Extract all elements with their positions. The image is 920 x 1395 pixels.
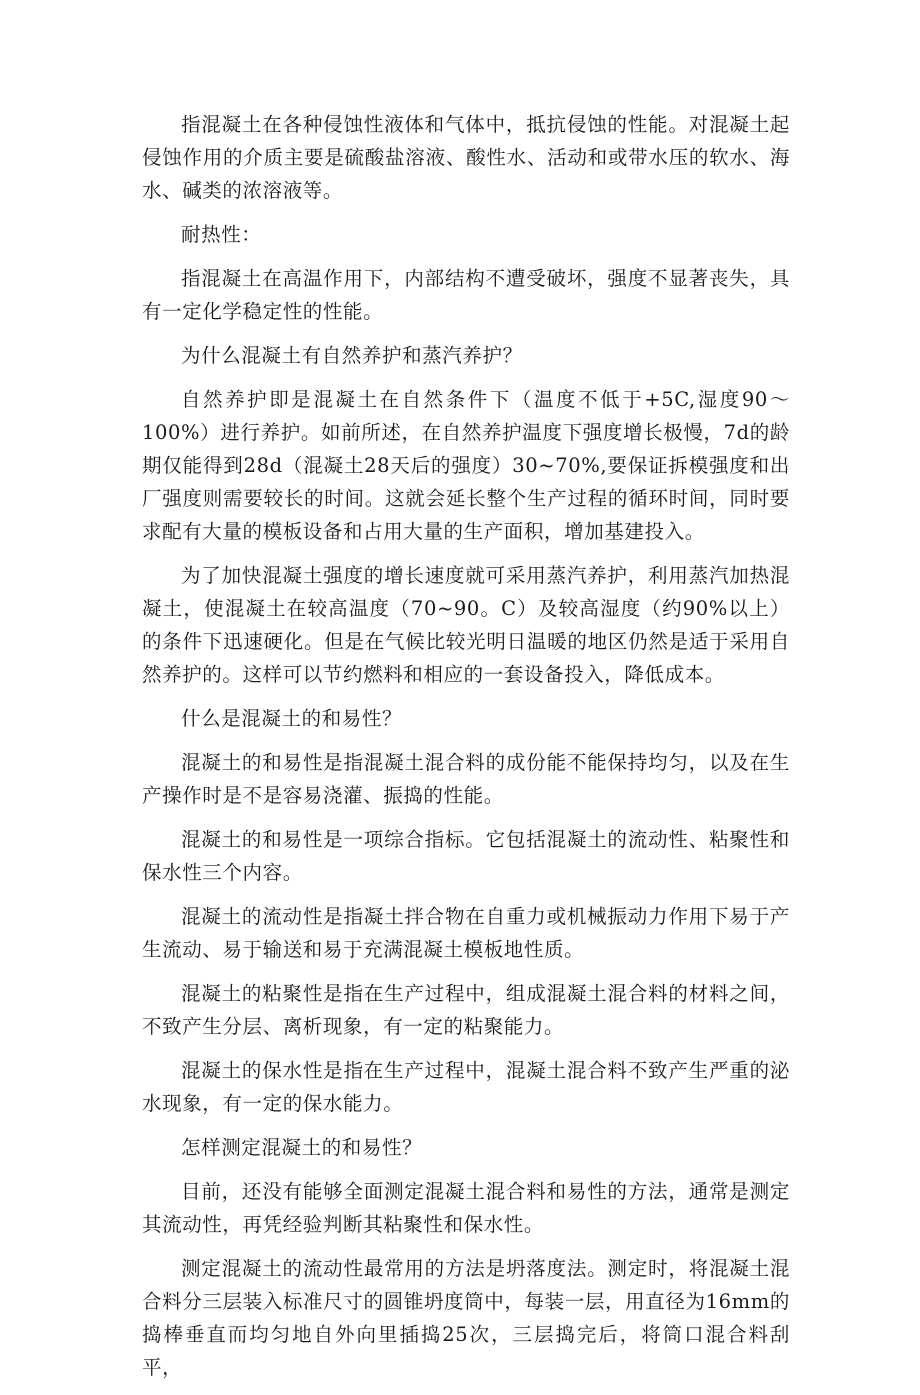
paragraph-corrosion-resistance: 指混凝土在各种侵蚀性液体和气体中，抵抗侵蚀的性能。对混凝土起侵蚀作用的介质主要是硫酸盐溶液、酸性水、活动和或带水压的软水、海水、碱类的浓溶液等。 xyxy=(142,113,790,202)
heading-heat-resistance: 耐热性： xyxy=(181,223,262,246)
paragraph-measurement-method: 目前，还没有能够全面测定混凝土混合料和易性的方法，通常是测定其流动性，再凭经验判断其粘聚性和保水性。 xyxy=(142,1180,790,1236)
document-body xyxy=(142,108,790,1395)
paragraph-fluidity: 混凝土的流动性是指凝土拌合物在自重力或机械振动力作用下易于产生流动、易于输送和易于充满混凝土模板地性质。 xyxy=(142,905,790,961)
question-workability: 什么是混凝土的和易性？ xyxy=(181,707,403,730)
paragraph-cohesion: 混凝土的粘聚性是指在生产过程中，组成混凝土混合料的材料之间，不致产生分层、离析现象，有一定的粘聚能力。 xyxy=(142,982,790,1038)
paragraph-steam-curing: 为了加快混凝土强度的增长速度就可采用蒸汽养护，利用蒸汽加热混凝土，使混凝土在较高温度（70~90。C）及较高湿度（约90%以上）的条件下迅速硬化。但是在气候比较光明日温暖的地区仍然是适于采用自然养护的。这样可以节约燃料和相应的一套设备投入，降低成本。 xyxy=(142,564,790,686)
question-measure-workability: 怎样测定混凝土的和易性？ xyxy=(181,1136,423,1159)
paragraph-heat-resistance: 指混凝土在高温作用下，内部结构不遭受破坏，强度不显著丧失，具有一定化学稳定性的性能。 xyxy=(142,267,790,323)
paragraph-natural-curing: 自然养护即是混凝土在自然条件下（温度不低于+5C,湿度90～100%）进行养护。如前所述，在自然养护温度下强度增长极慢，7d的龄期仅能得到28d（混凝土28天后的强度）30~70%,要保证拆模强度和出厂强度则需要较长的时间。这就会延长整个生产过程的循环时间，同时要求配有大量的模板设备和占用大量的生产面积，增加基建投入。 xyxy=(142,388,790,543)
paragraph-workability-components: 混凝土的和易性是一项综合指标。它包括混凝土的流动性、粘聚性和保水性三个内容。 xyxy=(142,828,790,884)
paragraph-water-retention: 混凝土的保水性是指在生产过程中，混凝土混合料不致产生严重的泌水现象，有一定的保水能力。 xyxy=(142,1059,790,1115)
question-curing: 为什么混凝土有自然养护和蒸汽养护？ xyxy=(181,344,523,367)
paragraph-slump-test: 测定混凝土的流动性最常用的方法是坍落度法。测定时，将混凝土混合料分三层装入标准尺寸的圆锥坍度筒中，每装一层，用直径为16mm的捣棒垂直而均匀地自外向里插捣25次，三层捣完后，将筒口混合料刮平， xyxy=(142,1257,790,1379)
paragraph-workability-definition: 混凝土的和易性是指混凝土混合料的成份能不能保持均匀，以及在生产操作时是不是容易浇灌、振捣的性能。 xyxy=(142,751,790,807)
